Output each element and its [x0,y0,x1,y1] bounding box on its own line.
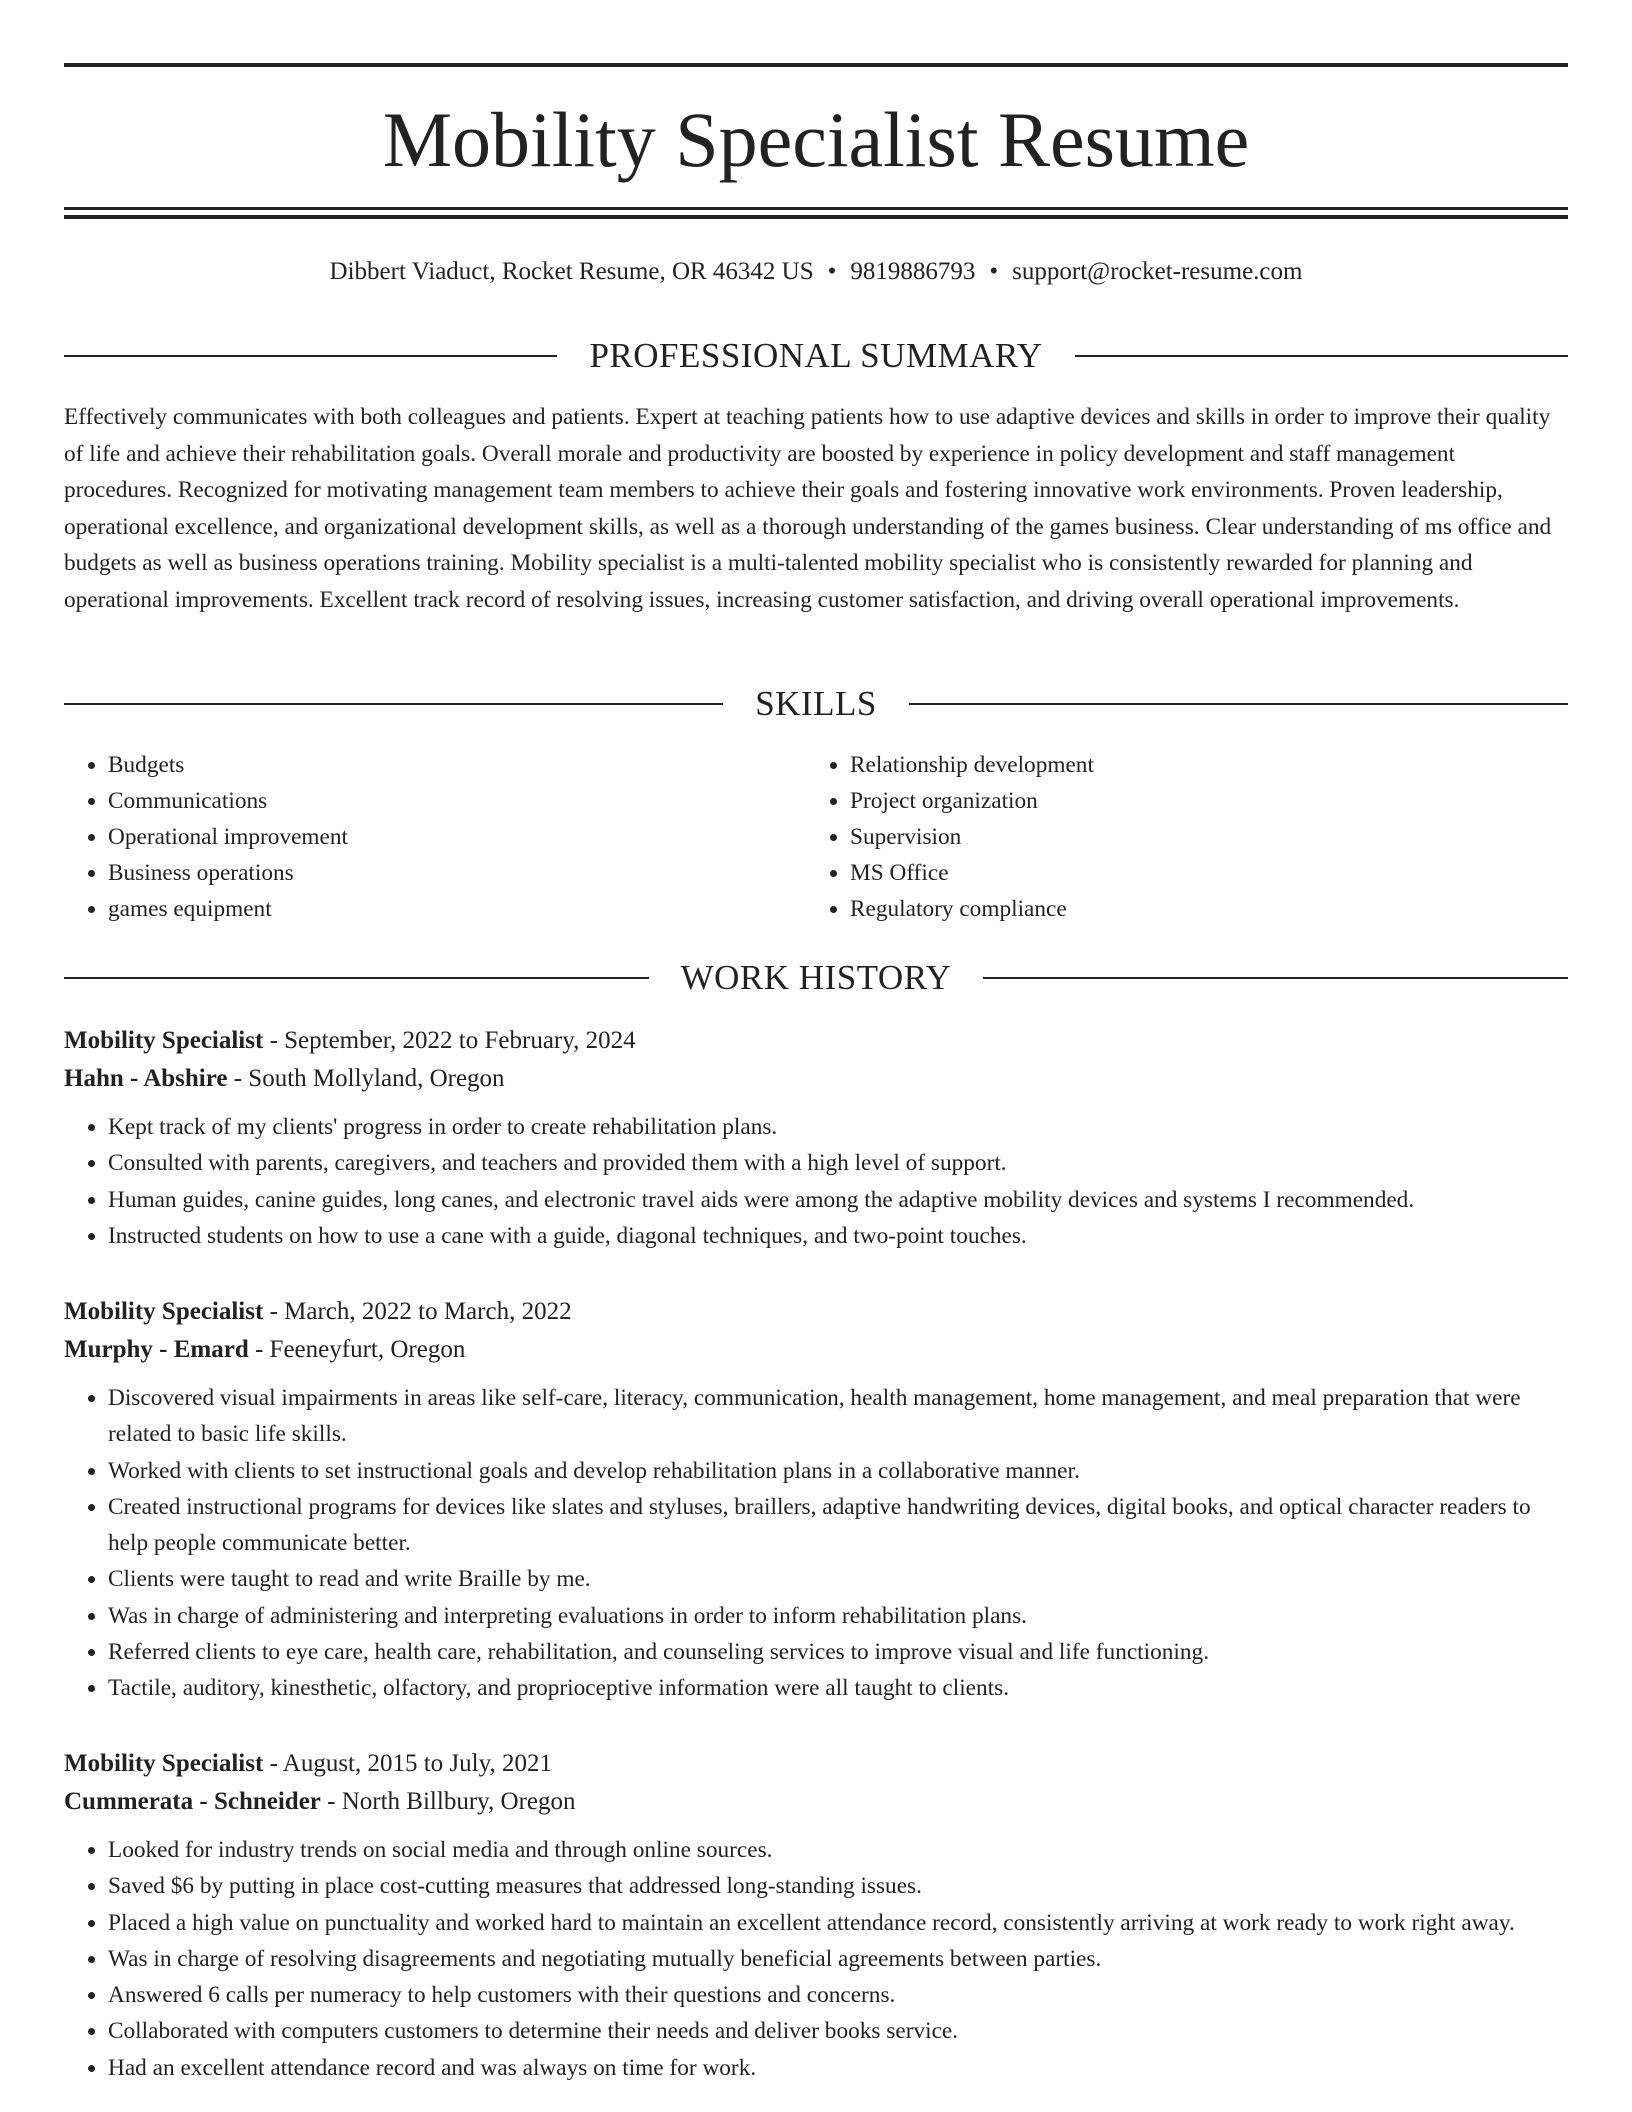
skill-item: • Project organization [850,783,1568,819]
contact-line [64,254,1568,290]
job-bullet: • Kept track of my clients' progress in order to create rehabilitation plans. [108,1109,1568,1145]
job-bullet: • Tactile, auditory, kinesthetic, olfactory, and proprioceptive information were all taught to clients. [108,1670,1568,1706]
job-company-line [64,1060,1568,1098]
job-bullet: • Consulted with parents, caregivers, and teachers and provided them with a high level of support. [108,1145,1568,1181]
skill-item: • Regulatory compliance [850,891,1568,927]
skill-item: • MS Office [850,855,1568,891]
job-bullets [64,1832,1568,2086]
summary-text: Effectively communicates with both colleagues and patients. Expert at teaching patients how to use adaptive devices and skills in order to improve their quality of life and achieve their rehabilitation goals. Overall morale and productivity are boosted by experience in policy development and staff management procedures. Recognized for motivating management team members to achieve their goals and fostering innovative work environments. Proven leadership, operational excellence, and organizational development skills, as well as a thorough understanding of the games business. Clear understanding of ms office and budgets as well as business operations training. Mobility specialist is a multi-talented mobility specialist who is consistently rewarded for planning and operational improvements. Excellent track record of resolving issues, increasing customer satisfaction, and driving overall operational improvements. [64,404,1552,613]
header-double-rule-lower [64,215,1568,219]
heading-rule-right [909,703,1568,705]
job-dates: - August, 2015 to July, 2021 [263,1750,552,1777]
skill-item: • Supervision [850,819,1568,855]
job-company: Murphy - Emard [64,1336,249,1363]
job-bullet: • Looked for industry trends on social media and through online sources. [108,1832,1568,1868]
job-bullet: • Discovered visual impairments in areas like self-care, literacy, communication, health management, home management, and meal preparation that were related to basic life skills. [108,1380,1568,1453]
skill-item: • Operational improvement [108,819,806,855]
skills-list [64,747,1568,927]
contact-address: Dibbert Viaduct, Rocket Resume, OR 46342 US [329,258,814,285]
job-bullet: • Was in charge of resolving disagreements and negotiating mutually beneficial agreements between parties. [108,1941,1568,1977]
job-title-line [64,1745,1568,1783]
job-location: - South Mollyland, Oregon [227,1065,505,1092]
job-bullet: • Created instructional programs for devices like slates and styluses, braillers, adaptive handwriting devices, digital books, and optical character readers to help people communicate better. [108,1489,1568,1562]
job-title: Mobility Specialist [64,1298,264,1325]
work-section-heading [64,956,1568,1000]
heading-rule-left [64,977,649,979]
heading-rule-left [64,355,557,357]
job-entry [64,1293,1568,1707]
job-bullet: • Placed a high value on punctuality and worked hard to maintain an excellent attendance record, consistently arriving at work ready to work right away. [108,1905,1568,1941]
job-dates: - September, 2022 to February, 2024 [263,1027,636,1054]
skills-section-heading [64,682,1568,726]
job-company-line [64,1331,1568,1369]
job-bullet: • Had an excellent attendance record and was always on time for work. [108,2050,1568,2086]
job-dates: - March, 2022 to March, 2022 [263,1298,572,1325]
job-bullet: • Referred clients to eye care, health care, rehabilitation, and counseling services to improve visual and life functioning. [108,1634,1568,1670]
summary-section-heading [64,334,1568,378]
job-company: Hahn - Abshire [64,1065,228,1092]
summary-heading-label: PROFESSIONAL SUMMARY [589,336,1043,375]
contact-email: support@rocket-resume.com [1012,258,1303,285]
job-bullet: • Answered 6 calls per numeracy to help customers with their questions and concerns. [108,1977,1568,2013]
job-bullet: • Collaborated with computers customers to determine their needs and deliver books service. [108,2013,1568,2049]
skills-column-right [806,747,1568,927]
job-title-line [64,1022,1568,1060]
skills-heading-label: SKILLS [755,684,877,723]
contact-separator: • [827,258,837,285]
heading-rule-right [983,977,1568,979]
contact-separator: • [989,258,999,285]
header-double-rule-upper [64,207,1568,210]
job-location: - North Billbury, Oregon [320,1788,576,1815]
job-bullet: • Clients were taught to read and write Braille by me. [108,1561,1568,1597]
job-bullet: • Was in charge of administering and interpreting evaluations in order to inform rehabilitation plans. [108,1598,1568,1634]
job-entry [64,1745,1568,2086]
heading-rule-left [64,703,723,705]
work-heading-label: WORK HISTORY [680,958,952,997]
skill-item: • Communications [108,783,806,819]
skill-item: • Business operations [108,855,806,891]
job-location: - Feeneyfurt, Oregon [248,1336,466,1363]
job-bullet: • Saved $6 by putting in place cost-cutting measures that addressed long-standing issues. [108,1868,1568,1904]
contact-phone: 9819886793 [850,258,976,285]
job-title: Mobility Specialist [64,1027,264,1054]
skills-column-left [64,747,806,927]
skill-item: • games equipment [108,891,806,927]
job-bullets [64,1380,1568,1707]
job-entry [64,1022,1568,1254]
skill-item: • Relationship development [850,747,1568,783]
job-title: Mobility Specialist [64,1750,264,1777]
job-company-line [64,1783,1568,1821]
heading-rule-right [1075,355,1568,357]
job-bullet: • Human guides, canine guides, long canes, and electronic travel aids were among the adaptive mobility devices and systems I recommended. [108,1182,1568,1218]
job-title-line [64,1293,1568,1331]
job-bullet: • Worked with clients to set instructional goals and develop rehabilitation plans in a collaborative manner. [108,1453,1568,1489]
job-bullet: • Instructed students on how to use a cane with a guide, diagonal techniques, and two-point touches. [108,1218,1568,1254]
header-top-rule [64,63,1568,67]
job-bullets [64,1109,1568,1254]
page-title: Mobility Specialist Resume [382,96,1250,183]
skill-item: • Budgets [108,747,806,783]
job-company: Cummerata - Schneider [64,1788,321,1815]
